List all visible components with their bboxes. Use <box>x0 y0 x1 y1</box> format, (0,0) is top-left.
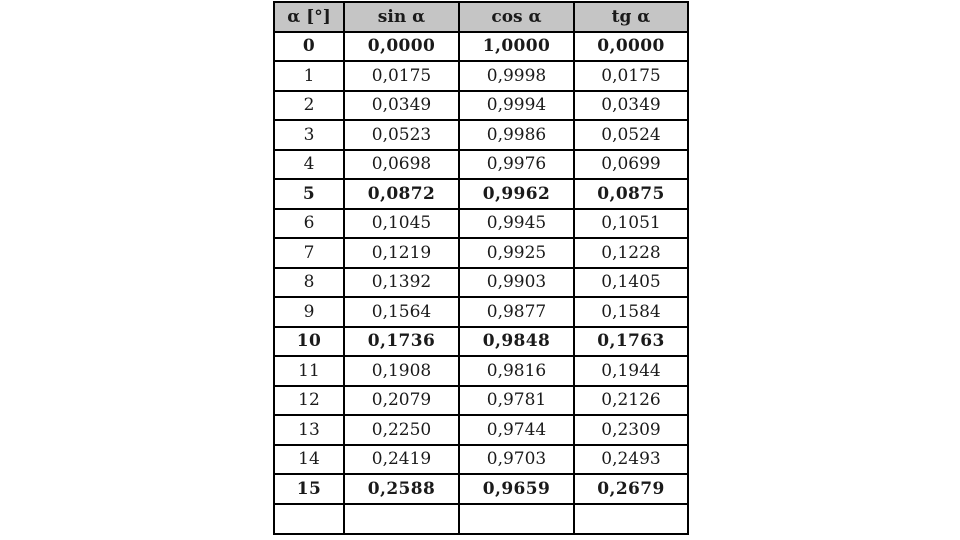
angle-cell: 5 <box>274 179 344 209</box>
tg-cell: 0,0524 <box>574 120 688 150</box>
tg-cell: 0,0000 <box>574 32 688 62</box>
angle-cell: 15 <box>274 474 344 504</box>
sin-cell: 0,0175 <box>344 61 459 91</box>
table-row <box>274 297 688 327</box>
sin-cell: 0,2250 <box>344 415 459 445</box>
tg-cell <box>574 504 688 534</box>
sin-cell: 0,1045 <box>344 209 459 239</box>
sin-cell: 0,1736 <box>344 327 459 357</box>
cos-cell: 0,9976 <box>459 150 574 180</box>
table-row <box>274 238 688 268</box>
cos-cell: 0,9903 <box>459 268 574 298</box>
table-row <box>274 150 688 180</box>
angle-cell: 14 <box>274 445 344 475</box>
angle-cell <box>274 504 344 534</box>
tg-cell: 0,2309 <box>574 415 688 445</box>
table-body <box>274 32 688 534</box>
angle-cell: 1 <box>274 61 344 91</box>
cos-cell: 0,9703 <box>459 445 574 475</box>
cos-cell: 0,9877 <box>459 297 574 327</box>
header-cos: cos α <box>459 2 574 32</box>
header-tg: tg α <box>574 2 688 32</box>
angle-cell: 0 <box>274 32 344 62</box>
sin-cell: 0,1908 <box>344 356 459 386</box>
table-row <box>274 386 688 416</box>
tg-cell: 0,0875 <box>574 179 688 209</box>
table-row <box>274 268 688 298</box>
table-row <box>274 415 688 445</box>
table-row <box>274 179 688 209</box>
cos-cell: 1,0000 <box>459 32 574 62</box>
sin-cell: 0,0000 <box>344 32 459 62</box>
angle-cell: 9 <box>274 297 344 327</box>
table-row <box>274 445 688 475</box>
tg-cell: 0,2493 <box>574 445 688 475</box>
cos-cell: 0,9744 <box>459 415 574 445</box>
cos-cell: 0,9659 <box>459 474 574 504</box>
angle-cell: 2 <box>274 91 344 121</box>
tg-cell: 0,1763 <box>574 327 688 357</box>
header-sin: sin α <box>344 2 459 32</box>
tg-cell: 0,1944 <box>574 356 688 386</box>
cos-cell: 0,9998 <box>459 61 574 91</box>
table-row-partial <box>274 504 688 534</box>
angle-cell: 10 <box>274 327 344 357</box>
table-row <box>274 209 688 239</box>
cos-cell: 0,9994 <box>459 91 574 121</box>
cos-cell: 0,9925 <box>459 238 574 268</box>
tg-cell: 0,0175 <box>574 61 688 91</box>
tg-cell: 0,0699 <box>574 150 688 180</box>
cos-cell: 0,9962 <box>459 179 574 209</box>
sin-cell: 0,2079 <box>344 386 459 416</box>
angle-cell: 11 <box>274 356 344 386</box>
sin-cell: 0,1392 <box>344 268 459 298</box>
cos-cell: 0,9816 <box>459 356 574 386</box>
sin-cell: 0,0698 <box>344 150 459 180</box>
trig-table <box>273 1 689 535</box>
trig-table-container <box>273 1 689 535</box>
sin-cell: 0,0523 <box>344 120 459 150</box>
header-row <box>274 2 688 32</box>
table-row <box>274 327 688 357</box>
angle-cell: 8 <box>274 268 344 298</box>
cos-cell: 0,9986 <box>459 120 574 150</box>
angle-cell: 4 <box>274 150 344 180</box>
table-row <box>274 474 688 504</box>
header-angle: α [°] <box>274 2 344 32</box>
tg-cell: 0,2679 <box>574 474 688 504</box>
angle-cell: 3 <box>274 120 344 150</box>
angle-cell: 13 <box>274 415 344 445</box>
tg-cell: 0,1405 <box>574 268 688 298</box>
cos-cell: 0,9945 <box>459 209 574 239</box>
angle-cell: 12 <box>274 386 344 416</box>
table-row <box>274 120 688 150</box>
sin-cell: 0,1219 <box>344 238 459 268</box>
table-row <box>274 91 688 121</box>
sin-cell: 0,2419 <box>344 445 459 475</box>
sin-cell: 0,2588 <box>344 474 459 504</box>
cos-cell: 0,9848 <box>459 327 574 357</box>
tg-cell: 0,1051 <box>574 209 688 239</box>
sin-cell: 0,0349 <box>344 91 459 121</box>
tg-cell: 0,1584 <box>574 297 688 327</box>
tg-cell: 0,1228 <box>574 238 688 268</box>
cos-cell: 0,9781 <box>459 386 574 416</box>
sin-cell <box>344 504 459 534</box>
table-row <box>274 61 688 91</box>
angle-cell: 6 <box>274 209 344 239</box>
table-row <box>274 356 688 386</box>
angle-cell: 7 <box>274 238 344 268</box>
tg-cell: 0,0349 <box>574 91 688 121</box>
table-row <box>274 32 688 62</box>
cos-cell <box>459 504 574 534</box>
tg-cell: 0,2126 <box>574 386 688 416</box>
sin-cell: 0,0872 <box>344 179 459 209</box>
sin-cell: 0,1564 <box>344 297 459 327</box>
